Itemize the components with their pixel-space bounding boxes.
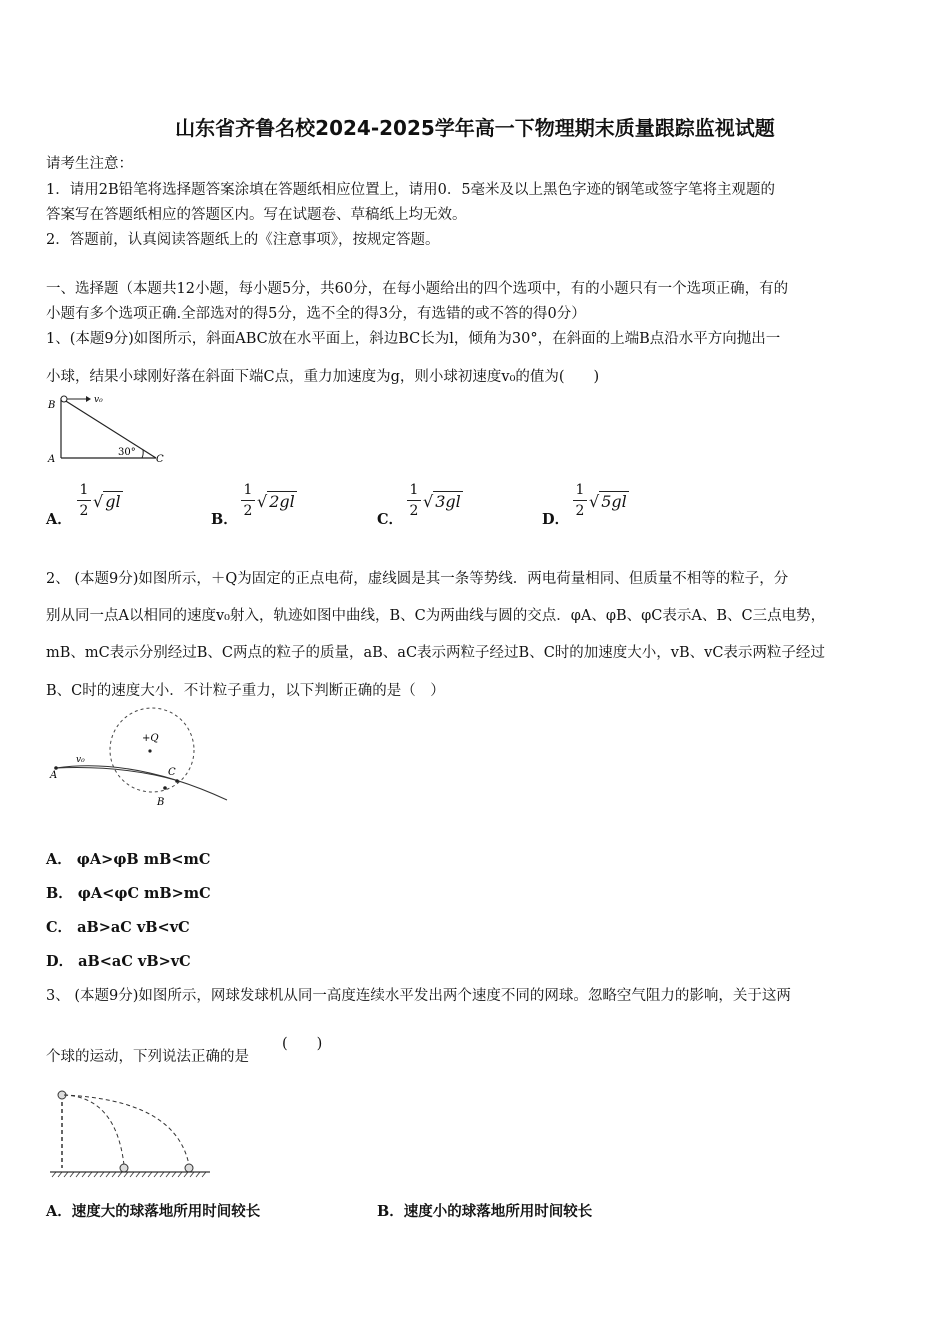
label-angle: 30° [118, 447, 136, 458]
ground-hatching [52, 1172, 206, 1177]
question-3-line-2: 个球的运动，下列说法正确的是 [46, 1049, 249, 1065]
q3-option-b[interactable]: B．速度小的球落地所用时间较长 [377, 1203, 593, 1220]
label-Q: +Q [142, 733, 159, 744]
q1-option-b-letter[interactable]: B． [211, 511, 238, 528]
q3-option-a[interactable]: A．速度大的球落地所用时间较长 [46, 1203, 261, 1220]
incline-hypotenuse [61, 398, 156, 458]
notice-item-1-line-1: 1．请用2B铅笔将选择题答案涂填在答题纸相应位置上，请用0．5毫米及以上黑色字迹的钢笔或签字笔将主观题的 [46, 182, 776, 198]
trajectory-lower [56, 766, 227, 800]
ball-landing-far-icon [185, 1164, 193, 1172]
question-1-line-2: 小球，结果小球刚好落在斜面下端C点，重力加速度为g，则小球初速度v₀的值为( ) [46, 369, 600, 385]
question-1-line-1: 1、(本题9分)如图所示，斜面ABC放在水平面上，斜边BC长为l，倾角为30°，在斜面的上端B点沿水平方向抛出一 [46, 331, 781, 347]
section-intro-line-2: 小题有多个选项正确.全部选对的得5分，选不全的得3分，有选错的或不答的得0分） [46, 306, 586, 322]
question-3-line-1: 3、 (本题9分)如图所示，网球发球机从同一高度连续水平发出两个速度不同的网球。忽略空气阻力的影响，关于这两 [46, 988, 791, 1004]
point-B [163, 786, 167, 790]
q1-option-b-fraction: 1 2 [241, 482, 255, 519]
angle-arc [142, 450, 143, 458]
q2-option-c[interactable]: C． aB>aC vB<vC [46, 919, 190, 936]
ball-landing-near-icon [120, 1164, 128, 1172]
q1-option-b-sqrt: √ 2gl [257, 492, 295, 511]
notice-item-1-line-2: 答案写在答题纸相应的答题区内。写在试题卷、草稿纸上均无效。 [46, 207, 467, 223]
question-3-answer-paren: ( ) [282, 1036, 323, 1052]
notice-item-2: 2．答题前，认真阅读答题纸上的《注意事项》，按规定答题。 [46, 232, 440, 248]
trajectory-upper [56, 768, 179, 781]
question-2-line-1: 2、 (本题9分)如图所示，＋Q为固定的正点电荷，虚线圆是其一条等势线．两电荷量相同、但质量不相等的粒子，分 [46, 571, 789, 587]
q1-option-a-sqrt: √ gl [93, 492, 121, 511]
q2-option-d[interactable]: D． aB<aC vB>vC [46, 953, 191, 970]
label-C: C [156, 454, 164, 465]
question-2-line-3: mB、mC表示分别经过B、C两点的粒子的质量，aB、aC表示两粒子经过B、C时的加速度大小，vB、vC表示两粒子经过 [46, 645, 825, 661]
label-B: B [48, 400, 56, 411]
ball-icon [61, 396, 67, 402]
q1-option-d-sqrt: √ 5gl [589, 492, 627, 511]
q1-option-a-letter[interactable]: A． [46, 511, 72, 528]
q1-option-c-fraction: 1 2 [407, 482, 421, 519]
velocity-arrowhead-icon [86, 396, 91, 402]
label-C: C [168, 767, 176, 778]
q1-option-d-letter[interactable]: D． [542, 511, 570, 528]
label-A: A [50, 770, 58, 781]
notice-heading: 请考生注意： [46, 156, 133, 172]
q1-option-c-sqrt: √ 3gl [423, 492, 461, 511]
q1-option-a-fraction: 1 2 [77, 482, 91, 519]
trajectory-fast [64, 1095, 189, 1165]
incline-figure [44, 390, 174, 470]
label-v0: v₀ [94, 395, 103, 405]
label-v0: v₀ [76, 755, 85, 765]
q2-option-b[interactable]: B． φA<φC mB>mC [46, 885, 211, 902]
q2-option-a[interactable]: A． φA>φB mB<mC [46, 851, 211, 868]
question-2-line-4: B、C时的速度大小．不计粒子重力，以下判断正确的是（ ） [46, 683, 445, 699]
page-title: 山东省齐鲁名校2024-2025学年高一下物理期末质量跟踪监视试题 [175, 116, 775, 140]
trajectory-slow [64, 1095, 124, 1165]
tennis-launcher-figure [46, 1085, 216, 1185]
q1-option-c-letter[interactable]: C． [377, 511, 404, 528]
label-A: A [48, 454, 56, 465]
equipotential-circle [110, 708, 194, 792]
q1-option-d-fraction: 1 2 [573, 482, 587, 519]
point-C [175, 779, 179, 783]
label-B: B [157, 797, 165, 808]
question-2-line-2: 别从同一点A以相同的速度v₀射入，轨迹如图中曲线，B、C为两曲线与圆的交点．φA、φB、φC表示A、B、C三点电势， [46, 608, 826, 624]
charge-point [148, 749, 151, 752]
charge-figure [44, 705, 234, 815]
section-intro-line-1: 一、选择题（本题共12小题，每小题5分，共60分，在每小题给出的四个选项中，有的小题只有一个选项正确，有的 [46, 281, 789, 297]
